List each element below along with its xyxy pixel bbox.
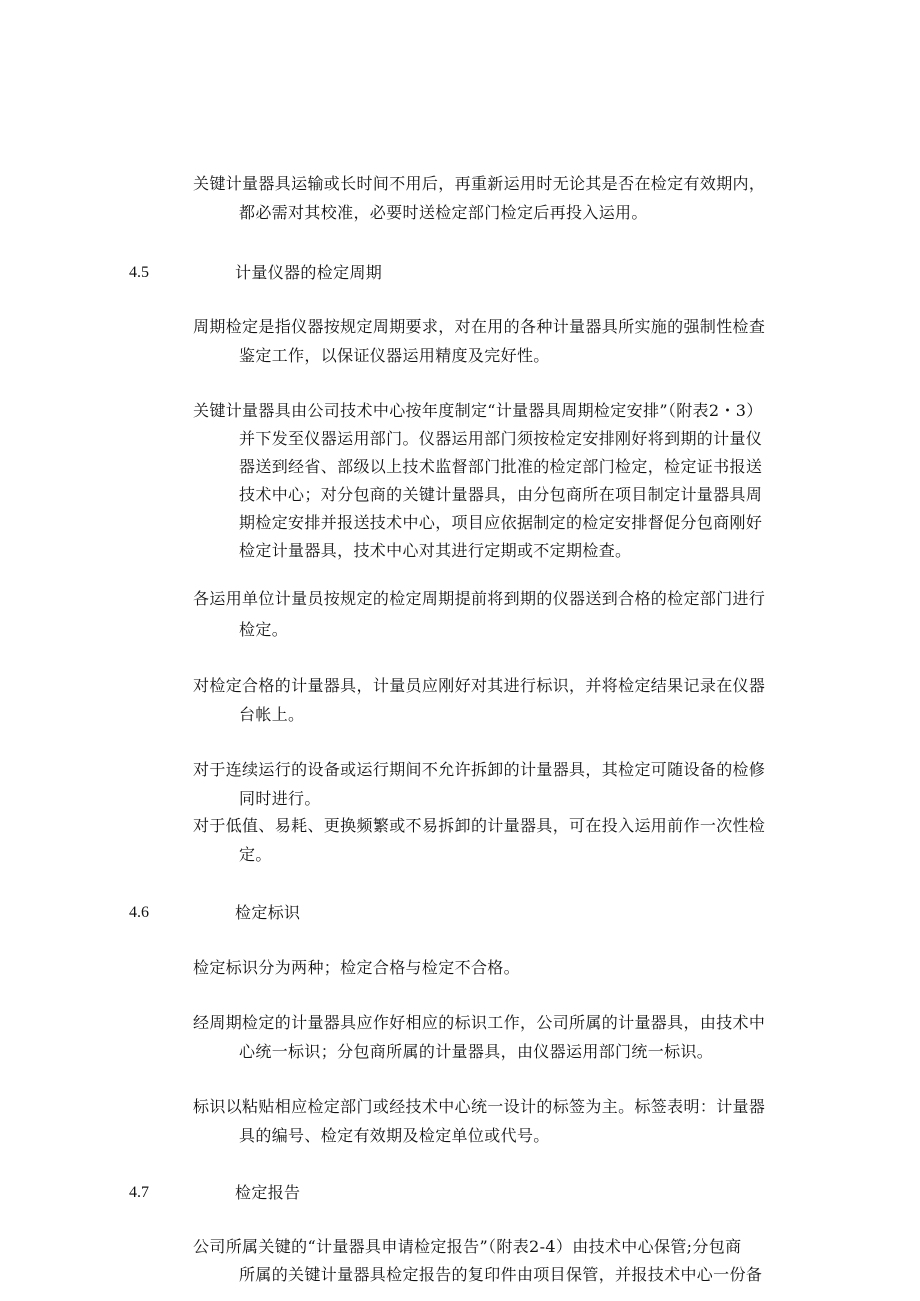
paragraph-line: 检定计量器具，技术中心对其进行定期或不定期检查。 [239, 541, 632, 560]
paragraph-line: 鉴定工作，以保证仪器运用精度及完好性。 [239, 346, 550, 365]
paragraph-line: 技术中心；对分包商的关键计量器具，由分包商所在项目制定计量器具周 [239, 485, 763, 504]
paragraph-line: 心统一标识；分包商所属的计量器具，由仪器运用部门统一标识。 [239, 1042, 714, 1061]
section-title: 检定标识 [235, 903, 301, 922]
paragraph-line: 所属的关键计量器具检定报告的复印件由项目保管，并报技术中心一份备 [239, 1265, 763, 1284]
paragraph-line: 经周期检定的计量器具应作好相应的标识工作，公司所属的计量器具，由技术中 [193, 1013, 766, 1032]
paragraph-line: 同时进行。 [239, 789, 321, 808]
section-title: 计量仪器的检定周期 [235, 263, 383, 282]
paragraph-line: 并下发至仪器运用部门。仪器运用部门须按检定安排刚好将到期的计量仪 [239, 429, 763, 448]
paragraph-line: 器送到经省、部级以上技术监督部门批准的检定部门检定，检定证书报送 [239, 457, 763, 476]
paragraph-line: 关键计量器具运输或长时间不用后，再重新运用时无论其是否在检定有效期内， [193, 174, 766, 193]
paragraph-line: 各运用单位计量员按规定的检定周期提前将到期的仪器送到合格的检定部门进行 [193, 589, 766, 608]
paragraph-line: 台帐上。 [239, 705, 305, 724]
paragraph-line: 对于连续运行的设备或运行期间不允许拆卸的计量器具，其检定可随设备的检修 [193, 760, 766, 779]
paragraph-line: 对于低值、易耗、更换频繁或不易拆卸的计量器具，可在投入运用前作一次性检 [193, 816, 766, 835]
paragraph-line: 期检定安排并报送技术中心，项目应依据制定的检定安排督促分包商刚好 [239, 513, 763, 532]
paragraph-line: 具的编号、检定有效期及检定单位或代号。 [239, 1126, 550, 1145]
paragraph-line: 公司所属关键的“计量器具申请检定报告”（附表2-4）由技术中心保管;分包商 [193, 1237, 742, 1256]
section-number: 4.6 [129, 904, 149, 921]
paragraph-line: 检定标识分为两种；检定合格与检定不合格。 [193, 958, 521, 977]
paragraph-line: 标识以粘贴相应检定部门或经技术中心统一设计的标签为主。标签表明：计量器 [193, 1097, 766, 1116]
section-number: 4.7 [129, 1184, 149, 1201]
paragraph-line: 定。 [239, 845, 272, 864]
paragraph-line: 对检定合格的计量器具，计量员应刚好对其进行标识，并将检定结果记录在仪器 [193, 676, 766, 695]
paragraph-line: 检定。 [239, 620, 289, 639]
paragraph-line: 周期检定是指仪器按规定周期要求，对在用的各种计量器具所实施的强制性检查 [193, 317, 766, 336]
section-number: 4.5 [129, 264, 149, 281]
paragraph-line: 都必需对其校准，必要时送检定部门检定后再投入运用。 [239, 203, 648, 222]
paragraph-line: 关键计量器具由公司技术中心按年度制定“计量器具周期检定安排”（附表2・3） [193, 401, 763, 420]
section-title: 检定报告 [235, 1183, 301, 1202]
